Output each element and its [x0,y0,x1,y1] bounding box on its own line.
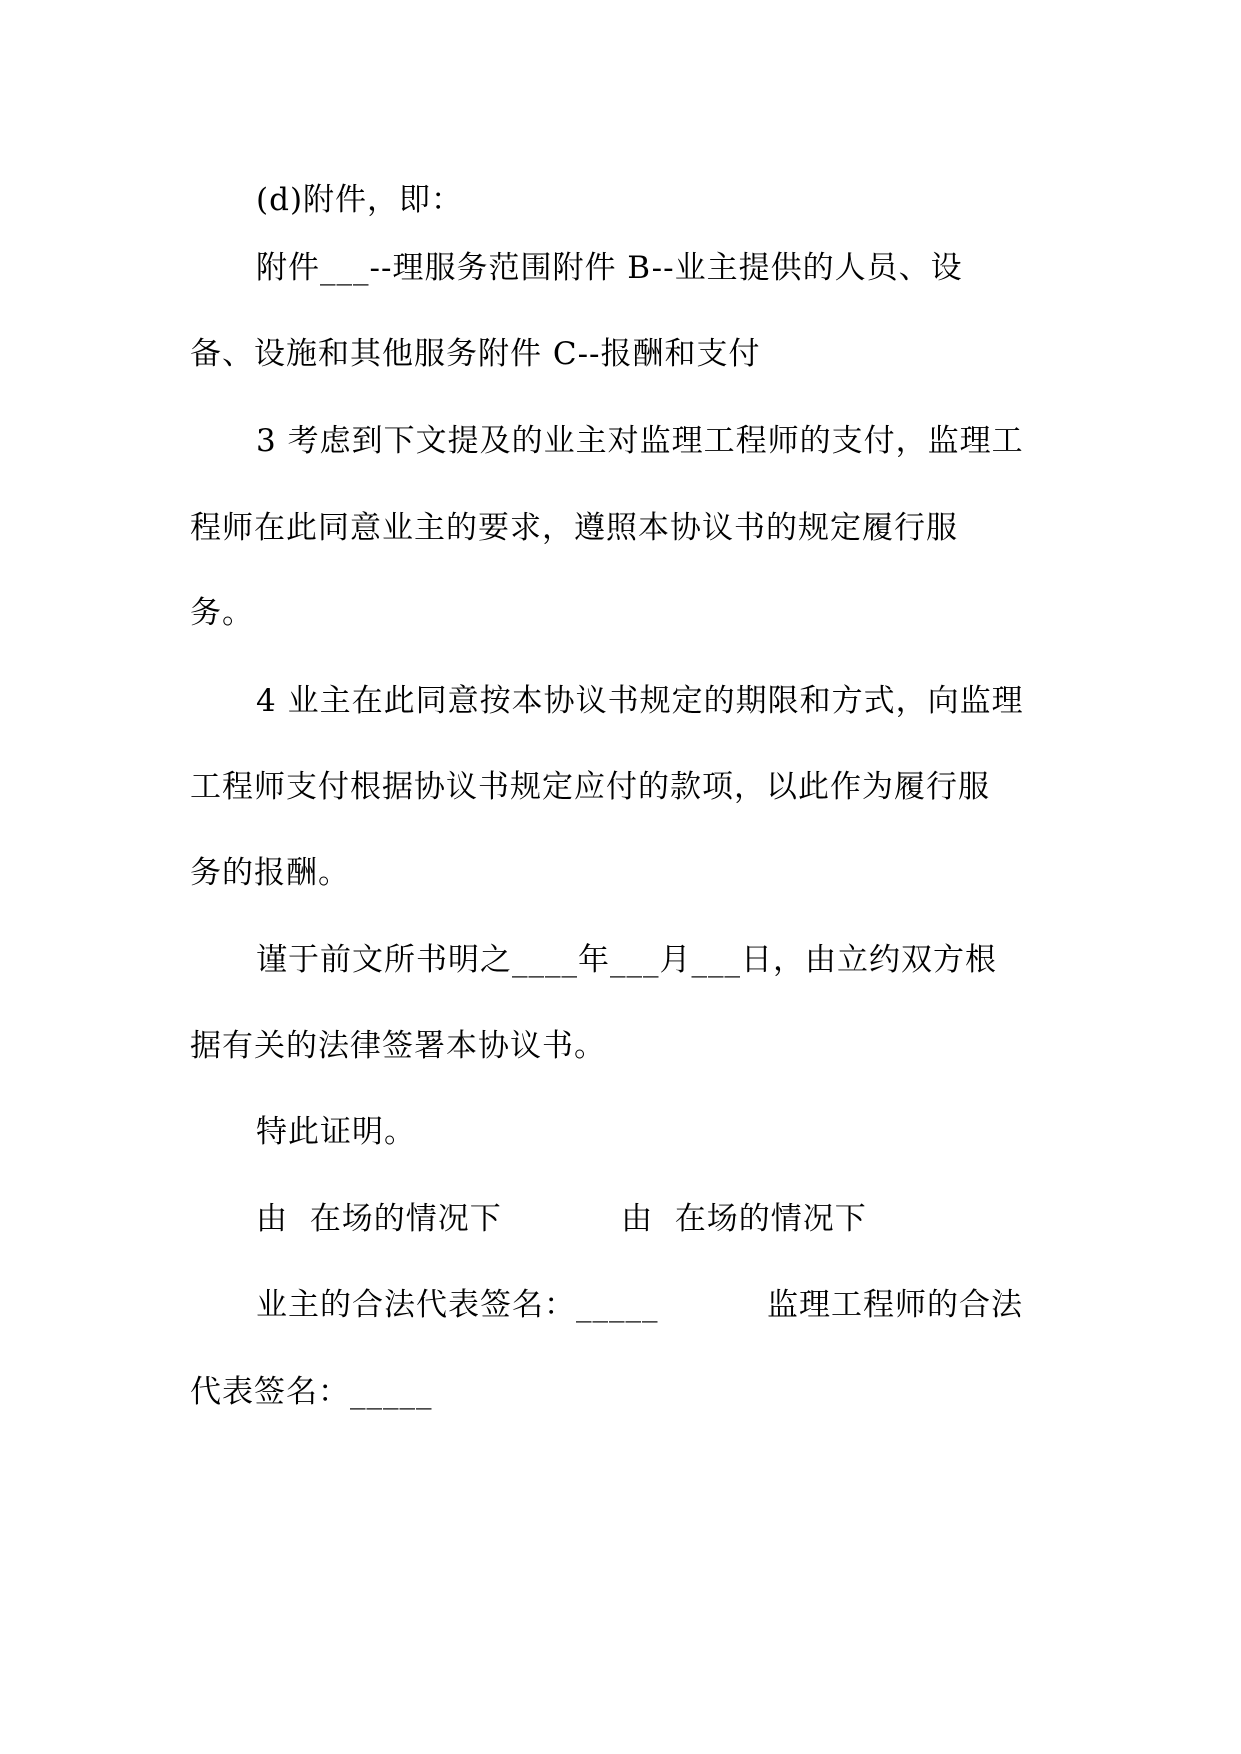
clause-4-line-1: 4 业主在此同意按本协议书规定的期限和方式，向监理 [256,683,1024,719]
signing-date-line-1: 谨于前文所书明之____年___月___日，由立约双方根 [256,942,997,978]
clause-3-line-2: 程师在此同意业主的要求，遵照本协议书的规定履行服 [190,510,958,546]
clause-3-line-3: 务。 [190,595,254,631]
attachments-list-line-1: 附件___--理服务范围附件 B--业主提供的人员、设 [256,250,963,286]
presence-line: 由 在场的情况下 由 在场的情况下 [256,1201,867,1237]
witness-statement: 特此证明。 [256,1114,416,1150]
clause-3-line-1: 3 考虑到下文提及的业主对监理工程师的支付，监理工 [256,423,1024,459]
clause-4-line-3: 务的报酬。 [190,855,350,891]
signing-date-line-2: 据有关的法律签署本协议书。 [190,1028,606,1064]
signature-line-1: 业主的合法代表签名：_____ 监理工程师的合法 [256,1287,1024,1323]
attachments-list-line-2: 备、设施和其他服务附件 C--报酬和支付 [190,336,761,372]
signature-line-2: 代表签名：_____ [190,1374,433,1410]
clause-d-attachments-heading: (d)附件，即： [256,182,464,218]
clause-4-line-2: 工程师支付根据协议书规定应付的款项，以此作为履行服 [190,769,990,805]
